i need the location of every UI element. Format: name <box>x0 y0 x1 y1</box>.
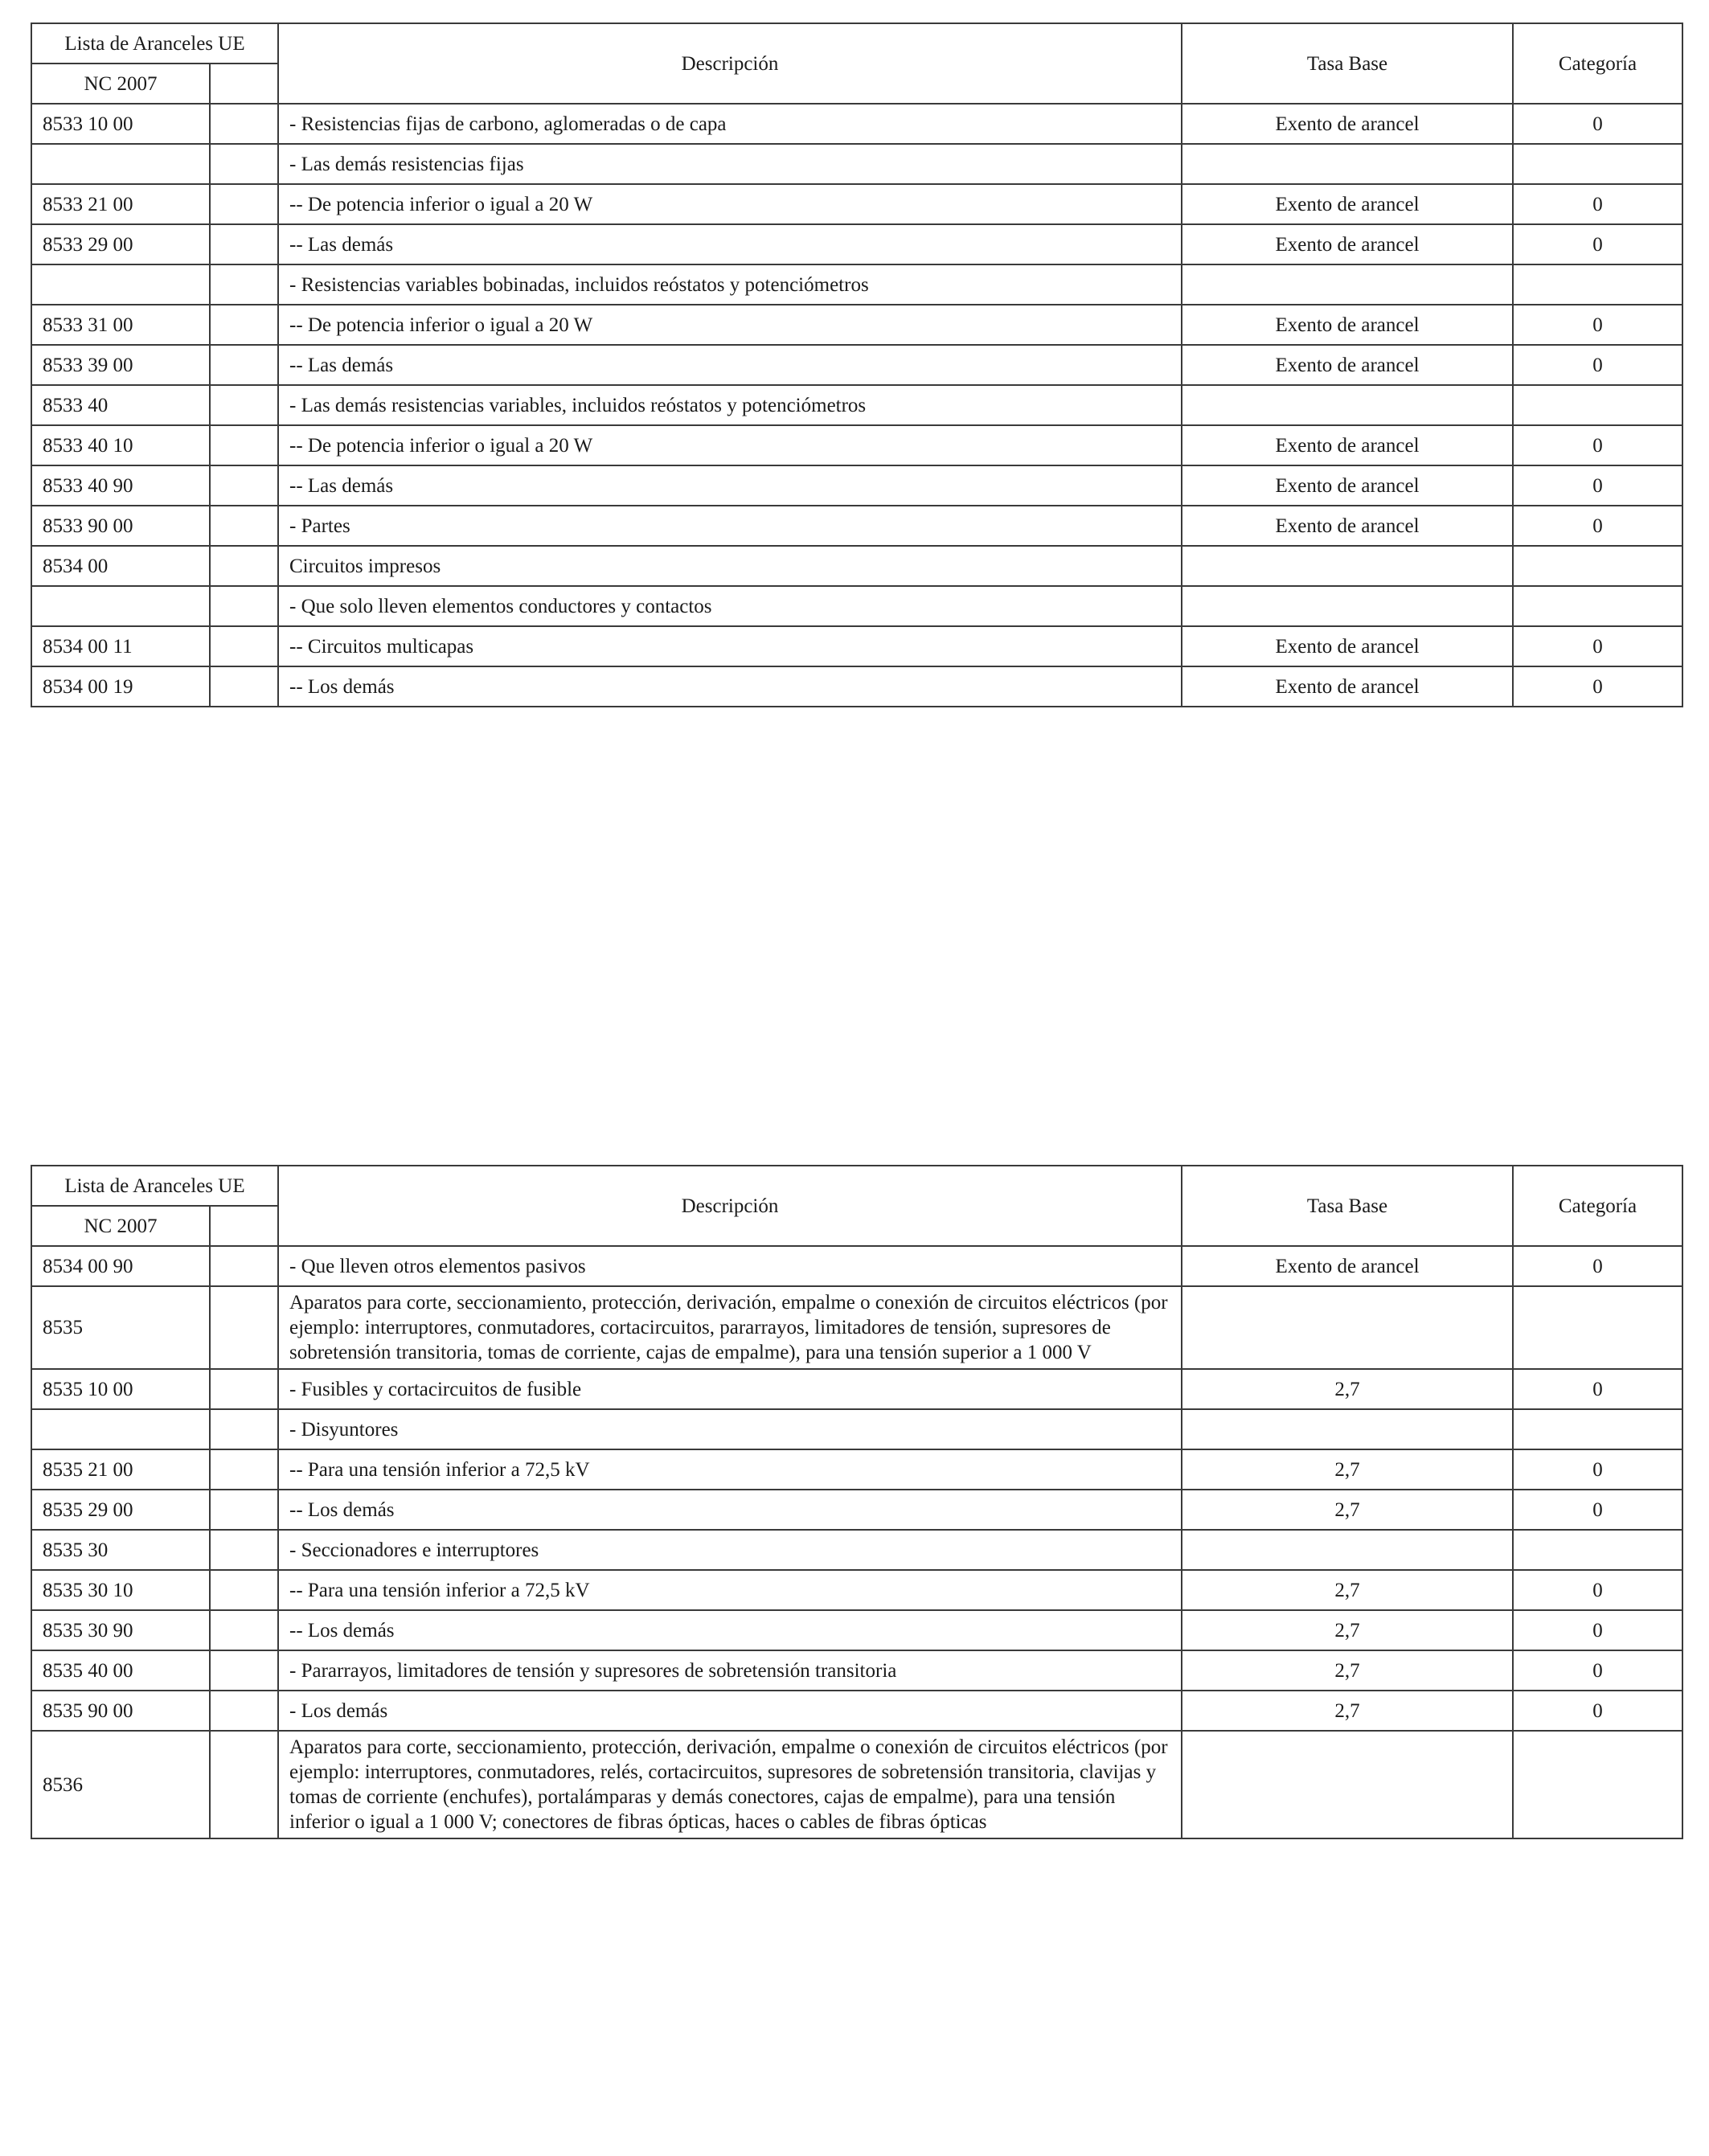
code-cell: 8535 29 00 <box>31 1490 210 1530</box>
tasa-cell <box>1182 546 1513 586</box>
table-row <box>31 1449 1682 1490</box>
blank-cell <box>210 506 278 546</box>
code-cell: 8534 00 19 <box>31 666 210 707</box>
code-cell: 8534 00 <box>31 546 210 586</box>
description-cell: - Resistencias variables bobinadas, incluidos reóstatos y potenciómetros <box>278 264 1182 305</box>
categoria-cell: 0 <box>1513 465 1682 506</box>
code-cell: 8533 21 00 <box>31 184 210 224</box>
header-tasa-base: Tasa Base <box>1182 1166 1513 1246</box>
code-cell <box>31 264 210 305</box>
description-cell: - Que solo lleven elementos conductores y contactos <box>278 586 1182 626</box>
categoria-cell: 0 <box>1513 1570 1682 1610</box>
table-row <box>31 345 1682 385</box>
tasa-cell: Exento de arancel <box>1182 666 1513 707</box>
blank-cell <box>210 224 278 264</box>
blank-cell <box>210 1691 278 1731</box>
tasa-cell <box>1182 586 1513 626</box>
description-cell: -- Los demás <box>278 666 1182 707</box>
description-cell: - Las demás resistencias fijas <box>278 144 1182 184</box>
header-categoria: Categoría <box>1513 1166 1682 1246</box>
description-cell: Aparatos para corte, seccionamiento, protección, derivación, empalme o conexión de circuitos eléctricos (por ejemplo: interruptores, conmutadores, cortacircuitos, pararrayos, limitadores de tensión, supresores de sobretensión transitoria, tomas de corriente, cajas de empalme), para una tensión superior a 1 000 V <box>278 1286 1182 1369</box>
code-cell <box>31 144 210 184</box>
code-cell: 8535 30 90 <box>31 1610 210 1650</box>
categoria-cell: 0 <box>1513 184 1682 224</box>
blank-cell <box>210 264 278 305</box>
blank-cell <box>210 1650 278 1691</box>
code-cell: 8533 40 10 <box>31 425 210 465</box>
categoria-cell: 0 <box>1513 1691 1682 1731</box>
code-cell: 8536 <box>31 1731 210 1838</box>
header-blank-cell <box>210 64 278 104</box>
table-row <box>31 305 1682 345</box>
categoria-cell <box>1513 546 1682 586</box>
code-cell: 8533 39 00 <box>31 345 210 385</box>
description-cell: -- Circuitos multicapas <box>278 626 1182 666</box>
tasa-cell: Exento de arancel <box>1182 626 1513 666</box>
tasa-cell: 2,7 <box>1182 1610 1513 1650</box>
blank-cell <box>210 626 278 666</box>
blank-cell <box>210 465 278 506</box>
table-row <box>31 1286 1682 1369</box>
categoria-cell: 0 <box>1513 626 1682 666</box>
categoria-cell: 0 <box>1513 666 1682 707</box>
blank-cell <box>210 1731 278 1838</box>
code-cell: 8533 31 00 <box>31 305 210 345</box>
categoria-cell: 0 <box>1513 224 1682 264</box>
header-row <box>31 23 1682 64</box>
tasa-cell: Exento de arancel <box>1182 305 1513 345</box>
code-cell: 8534 00 90 <box>31 1246 210 1286</box>
table-row <box>31 586 1682 626</box>
header-categoria: Categoría <box>1513 23 1682 104</box>
description-cell: -- De potencia inferior o igual a 20 W <box>278 305 1182 345</box>
code-cell <box>31 586 210 626</box>
tasa-cell <box>1182 1530 1513 1570</box>
blank-cell <box>210 144 278 184</box>
description-cell: - Disyuntores <box>278 1409 1182 1449</box>
table-row <box>31 425 1682 465</box>
header-nc: NC 2007 <box>31 1206 210 1246</box>
description-cell: -- Las demás <box>278 465 1182 506</box>
blank-cell <box>210 1246 278 1286</box>
blank-cell <box>210 184 278 224</box>
categoria-cell: 0 <box>1513 104 1682 144</box>
table-row <box>31 1691 1682 1731</box>
tasa-cell: 2,7 <box>1182 1490 1513 1530</box>
blank-cell <box>210 385 278 425</box>
blank-cell <box>210 1449 278 1490</box>
table-row <box>31 1490 1682 1530</box>
tasa-cell <box>1182 1286 1513 1369</box>
description-cell: - Resistencias fijas de carbono, aglomeradas o de capa <box>278 104 1182 144</box>
tasa-cell: Exento de arancel <box>1182 506 1513 546</box>
table-row <box>31 465 1682 506</box>
tasa-cell: Exento de arancel <box>1182 345 1513 385</box>
code-cell <box>31 1409 210 1449</box>
code-cell: 8533 29 00 <box>31 224 210 264</box>
table-row <box>31 184 1682 224</box>
description-cell: - Los demás <box>278 1691 1182 1731</box>
categoria-cell: 0 <box>1513 1369 1682 1409</box>
code-cell: 8533 40 90 <box>31 465 210 506</box>
tasa-cell: Exento de arancel <box>1182 465 1513 506</box>
categoria-cell <box>1513 586 1682 626</box>
table-row <box>31 1610 1682 1650</box>
tasa-cell: 2,7 <box>1182 1691 1513 1731</box>
table-row <box>31 1570 1682 1610</box>
table-row <box>31 1650 1682 1691</box>
description-cell: -- De potencia inferior o igual a 20 W <box>278 425 1182 465</box>
blank-cell <box>210 104 278 144</box>
description-cell: -- Las demás <box>278 345 1182 385</box>
description-cell: - Pararrayos, limitadores de tensión y supresores de sobretensión transitoria <box>278 1650 1182 1691</box>
blank-cell <box>210 1530 278 1570</box>
categoria-cell: 0 <box>1513 305 1682 345</box>
categoria-cell: 0 <box>1513 345 1682 385</box>
tasa-cell <box>1182 144 1513 184</box>
table-row <box>31 264 1682 305</box>
tasa-cell <box>1182 264 1513 305</box>
tasa-cell <box>1182 1409 1513 1449</box>
table-row <box>31 385 1682 425</box>
blank-cell <box>210 305 278 345</box>
categoria-cell: 0 <box>1513 1490 1682 1530</box>
table-row <box>31 1409 1682 1449</box>
blank-cell <box>210 1490 278 1530</box>
description-cell: -- De potencia inferior o igual a 20 W <box>278 184 1182 224</box>
blank-cell <box>210 546 278 586</box>
tasa-cell <box>1182 385 1513 425</box>
header-lista: Lista de Aranceles UE <box>31 1166 278 1206</box>
categoria-cell: 0 <box>1513 1449 1682 1490</box>
categoria-cell <box>1513 144 1682 184</box>
tasa-cell: Exento de arancel <box>1182 104 1513 144</box>
categoria-cell <box>1513 1286 1682 1369</box>
categoria-cell <box>1513 1530 1682 1570</box>
description-cell: -- Los demás <box>278 1610 1182 1650</box>
description-cell: -- Las demás <box>278 224 1182 264</box>
description-cell: -- Para una tensión inferior a 72,5 kV <box>278 1570 1182 1610</box>
tariff-table-1 <box>31 23 1683 707</box>
code-cell: 8535 21 00 <box>31 1449 210 1490</box>
header-tasa-base: Tasa Base <box>1182 23 1513 104</box>
tasa-cell: Exento de arancel <box>1182 425 1513 465</box>
blank-cell <box>210 1610 278 1650</box>
table-row <box>31 1530 1682 1570</box>
table-row <box>31 144 1682 184</box>
tasa-cell: 2,7 <box>1182 1570 1513 1610</box>
code-cell: 8533 90 00 <box>31 506 210 546</box>
categoria-cell: 0 <box>1513 425 1682 465</box>
code-cell: 8533 10 00 <box>31 104 210 144</box>
blank-cell <box>210 586 278 626</box>
table-row <box>31 1246 1682 1286</box>
table-row <box>31 546 1682 586</box>
description-cell: - Fusibles y cortacircuitos de fusible <box>278 1369 1182 1409</box>
table-row <box>31 1731 1682 1838</box>
blank-cell <box>210 1570 278 1610</box>
code-cell: 8535 30 10 <box>31 1570 210 1610</box>
tasa-cell: Exento de arancel <box>1182 184 1513 224</box>
header-lista: Lista de Aranceles UE <box>31 23 278 64</box>
table-row <box>31 666 1682 707</box>
code-cell: 8535 10 00 <box>31 1369 210 1409</box>
code-cell: 8535 <box>31 1286 210 1369</box>
categoria-cell <box>1513 1409 1682 1449</box>
blank-cell <box>210 1286 278 1369</box>
blank-cell <box>210 666 278 707</box>
table-row <box>31 104 1682 144</box>
categoria-cell: 0 <box>1513 1246 1682 1286</box>
description-cell: - Partes <box>278 506 1182 546</box>
tariff-table-2 <box>31 1165 1683 1839</box>
categoria-cell: 0 <box>1513 1650 1682 1691</box>
categoria-cell <box>1513 1731 1682 1838</box>
code-cell: 8534 00 11 <box>31 626 210 666</box>
header-row <box>31 1166 1682 1206</box>
description-cell: - Que lleven otros elementos pasivos <box>278 1246 1182 1286</box>
tasa-cell: Exento de arancel <box>1182 1246 1513 1286</box>
description-cell: - Seccionadores e interruptores <box>278 1530 1182 1570</box>
blank-cell <box>210 425 278 465</box>
header-nc: NC 2007 <box>31 64 210 104</box>
table-row <box>31 224 1682 264</box>
table-row <box>31 1369 1682 1409</box>
blank-cell <box>210 1409 278 1449</box>
description-cell: -- Los demás <box>278 1490 1182 1530</box>
header-descripcion: Descripción <box>278 23 1182 104</box>
tasa-cell <box>1182 1731 1513 1838</box>
blank-cell <box>210 1369 278 1409</box>
categoria-cell <box>1513 264 1682 305</box>
categoria-cell: 0 <box>1513 506 1682 546</box>
code-cell: 8535 30 <box>31 1530 210 1570</box>
categoria-cell: 0 <box>1513 1610 1682 1650</box>
tasa-cell: Exento de arancel <box>1182 224 1513 264</box>
tasa-cell: 2,7 <box>1182 1369 1513 1409</box>
header-descripcion: Descripción <box>278 1166 1182 1246</box>
description-cell: Aparatos para corte, seccionamiento, protección, derivación, empalme o conexión de circuitos eléctricos (por ejemplo: interruptores, conmutadores, relés, cortacircuitos, supresores de sobretensión transitoria, clavijas y tomas de corriente (enchufes), portalámparas y demás conectores, cajas de empalme), para una tensión inferior o igual a 1 000 V; conectores de fibras ópticas, haces o cables de fibras ópticas <box>278 1731 1182 1838</box>
code-cell: 8535 90 00 <box>31 1691 210 1731</box>
header-blank-cell <box>210 1206 278 1246</box>
blank-cell <box>210 345 278 385</box>
tasa-cell: 2,7 <box>1182 1650 1513 1691</box>
table-row <box>31 506 1682 546</box>
code-cell: 8533 40 <box>31 385 210 425</box>
description-cell: Circuitos impresos <box>278 546 1182 586</box>
description-cell: - Las demás resistencias variables, incluidos reóstatos y potenciómetros <box>278 385 1182 425</box>
description-cell: -- Para una tensión inferior a 72,5 kV <box>278 1449 1182 1490</box>
code-cell: 8535 40 00 <box>31 1650 210 1691</box>
tasa-cell: 2,7 <box>1182 1449 1513 1490</box>
table-row <box>31 626 1682 666</box>
categoria-cell <box>1513 385 1682 425</box>
